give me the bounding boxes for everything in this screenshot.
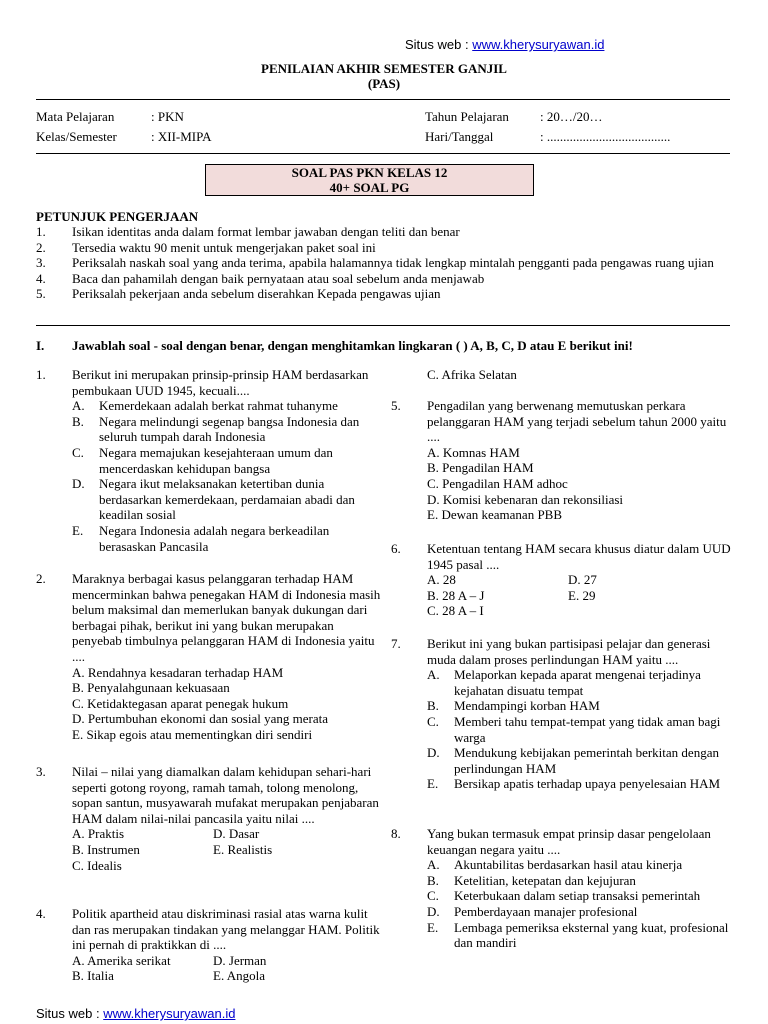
option-c[interactable]: C. Pengadilan HAM adhoc: [427, 475, 568, 491]
option-b[interactable]: B. 28 A – J: [427, 587, 485, 603]
option-c[interactable]: C. Negara memajukan kesejahteraan umum dan mencerdaskan kehidupan bangsa: [72, 444, 333, 476]
page-title: PENILAIAN AKHIR SEMESTER GANJIL: [261, 61, 507, 76]
title-box-line1: SOAL PAS PKN KELAS 12: [291, 165, 448, 180]
option-c[interactable]: C. Memberi tahu tempat-tempat yang tidak aman bagi warga: [427, 713, 721, 745]
question-number: 1.: [36, 367, 46, 382]
option-e[interactable]: E. 29: [568, 587, 596, 603]
option-d[interactable]: D. Mendukung kebijakan pemerintah berkitan dengan perlindungan HAM: [427, 745, 719, 776]
info-kelas-label: Kelas/Semester: [36, 129, 117, 144]
footer-site-label: Situs web :: [36, 1006, 100, 1021]
question-2: [36, 571, 381, 743]
option-e[interactable]: E. Bersikap apatis terhadap upaya penyelesaian HAM: [427, 776, 721, 792]
option-c[interactable]: C. Ketidaktegasan aparat penegak hukum: [72, 695, 289, 711]
question-7: [391, 636, 736, 792]
question-text: Maraknya berbagai kasus pelanggaran terhadap HAM mencerminkan bahwa penegakan HAM di Indonesia masih belum maksimal dan memerlukan banyak dukungan dari berbagai pihak, berikut ini yang bukan merupakan penyebab timbulnya pelanggaran HAM di Indonesia yaitu ....: [72, 571, 381, 664]
option-d[interactable]: D. Pemberdayaan manajer profesional: [427, 903, 638, 919]
option-a[interactable]: A. Melaporkan kepada aparat mengenai terjadinya kejahatan disuatu tempat: [427, 667, 701, 698]
question-1: [36, 367, 381, 554]
question-number: 8.: [391, 826, 401, 841]
instruction-item: 1. Isikan identitas anda dalam format lembar jawaban dengan teliti dan benar: [36, 224, 460, 239]
option-e[interactable]: E. Angola: [213, 968, 265, 984]
divider-info: [36, 153, 730, 154]
option-a[interactable]: A. Amerika serikat: [72, 952, 171, 968]
info-hari-value: : ......................................: [540, 129, 671, 144]
question-text: Politik apartheid atau diskriminasi rasial atas warna kulit dan ras merupakan tindakan yang melanggar HAM. Politik ini pernah di praktikkan di ....: [72, 906, 380, 953]
option-a[interactable]: A. 28: [427, 572, 456, 588]
question-number: 6.: [391, 541, 401, 556]
question-3: [36, 764, 381, 873]
question-4-option-c[interactable]: C. Afrika Selatan: [427, 367, 517, 382]
option-e[interactable]: E. Negara Indonesia adalah negara berkeadilan berasaskan Pancasila: [72, 522, 330, 554]
header-site: [405, 37, 604, 53]
option-a[interactable]: A. Rendahnya kesadaran terhadap HAM: [72, 664, 284, 680]
option-b[interactable]: B. Ketelitian, ketepatan dan kejujuran: [427, 872, 636, 888]
option-a[interactable]: A. Akuntabilitas berdasarkan hasil atau kinerja: [427, 857, 683, 873]
option-c[interactable]: C. Idealis: [72, 857, 122, 873]
option-c[interactable]: C. Keterbukaan dalam setiap transaksi pemerintah: [427, 888, 701, 904]
question-text: Pengadilan yang berwenang memutuskan perkara pelanggaran HAM yang terjadi sebelum tahun 2000 yaitu ....: [427, 398, 727, 445]
footer-site: [36, 1006, 235, 1022]
question-5: [391, 398, 736, 523]
question-number: 5.: [391, 398, 401, 413]
option-b[interactable]: B. Mendampingi korban HAM: [427, 698, 600, 714]
question-number: 4.: [36, 906, 46, 921]
option-e[interactable]: E. Dewan keamanan PBB: [427, 507, 563, 523]
option-a[interactable]: A. Komnas HAM: [427, 444, 520, 460]
instruction-item: 2. Tersedia waktu 90 menit untuk mengerjakan paket soal ini: [36, 239, 376, 255]
option-b[interactable]: B. Instrumen: [72, 841, 140, 857]
option-e[interactable]: E. Lembaga pemeriksa eksternal yang kuat, profesional dan mandiri: [427, 919, 729, 951]
option-d[interactable]: D. Jerman: [213, 952, 267, 968]
title-box: [205, 164, 534, 196]
footer-site-link[interactable]: www.kherysuryawan.id: [103, 1006, 236, 1021]
option-a[interactable]: A. Kemerdekaan adalah berkat rahmat tuhanyme: [72, 398, 338, 414]
divider-instructions: [36, 325, 730, 326]
option-b[interactable]: B. Penyalahgunaan kekuasaan: [72, 680, 230, 696]
instructions-list: [36, 224, 736, 302]
header-site-link[interactable]: www.kherysuryawan.id: [472, 37, 605, 52]
question-text: Berikut ini merupakan prinsip-prinsip HAM berdasarkan pembukaan UUD 1945, kecuali....: [72, 367, 369, 398]
page-subtitle: (PAS): [367, 76, 401, 91]
instruction-item: 4. Baca dan pahamilah dengan baik pernyataan atau soal sebelum anda menjawab: [36, 270, 485, 286]
section-number: I.: [36, 338, 45, 353]
section-instruction: Jawablah soal - soal dengan benar, dengan menghitamkan lingkaran ( ) A, B, C, D atau E berikut ini!: [72, 338, 633, 353]
question-6: [391, 541, 736, 619]
info-mapel-value: : PKN: [151, 109, 184, 124]
question-text: Ketentuan tentang HAM secara khusus diatur dalam UUD 1945 pasal ....: [427, 541, 731, 572]
question-8: [391, 826, 736, 951]
option-d[interactable]: D. Pertumbuhan ekonomi dan sosial yang merata: [72, 711, 328, 727]
option-d[interactable]: D. 27: [568, 572, 597, 588]
instructions-title: PETUNJUK PENGERJAAN: [36, 209, 199, 224]
header-site-label: Situs web :: [405, 37, 469, 52]
question-text: Yang bukan termasuk empat prinsip dasar pengelolaan keuangan negara yaitu ....: [427, 826, 711, 857]
question-text: Berikut ini yang bukan partisipasi pelajar dan generasi muda dalam proses perlindungan HAM yaitu ....: [427, 636, 711, 667]
title-box-line2: 40+ SOAL PG: [329, 180, 410, 195]
info-kelas-value: : XII-MIPA: [151, 129, 212, 144]
option-d[interactable]: D. Negara ikut melaksanakan ketertiban dunia berdasarkan kemerdekaan, perdamaian abadi dan keadilan sosial: [72, 476, 355, 523]
option-e[interactable]: E. Sikap egois atau mementingkan diri sendiri: [72, 726, 313, 742]
question-number: 3.: [36, 764, 46, 779]
option-b[interactable]: B. Pengadilan HAM: [427, 460, 534, 476]
question-number: 7.: [391, 636, 401, 651]
question-4: [36, 906, 381, 984]
question-number: 2.: [36, 571, 46, 586]
option-b[interactable]: B. Negara melindungi segenap bangsa Indonesia dan seluruh tumpah darah Indonesia: [72, 413, 360, 445]
option-d[interactable]: D. Komisi kebenaran dan rekonsiliasi: [427, 491, 624, 507]
divider-top: [36, 99, 730, 100]
option-e[interactable]: E. Realistis: [213, 841, 273, 857]
option-b[interactable]: B. Italia: [72, 968, 114, 984]
info-tahun-value: : 20…/20…: [540, 109, 603, 124]
info-mapel-label: Mata Pelajaran: [36, 109, 115, 124]
info-hari-label: Hari/Tanggal: [425, 129, 494, 144]
instruction-item: 5. Periksalah pekerjaan anda sebelum diserahkan Kepada pengawas ujian: [36, 286, 441, 302]
option-d[interactable]: D. Dasar: [213, 826, 260, 842]
question-text: Nilai – nilai yang diamalkan dalam kehidupan sehari-hari seperti gotong royong, ramah tamah, tolong menolong, sopan santun, musyawarah mufakat merupakan penjabaran HAM dalam nilai-nilai pancasila yaitu nilai ....: [72, 764, 379, 826]
instruction-item: 3. Periksalah naskah soal yang anda terima, apabila halamannya tidak lengkap mintalah pengganti pada pengawas ruang ujian: [36, 255, 714, 271]
info-tahun-label: Tahun Pelajaran: [425, 109, 509, 124]
option-a[interactable]: A. Praktis: [72, 826, 124, 842]
option-c[interactable]: C. 28 A – I: [427, 603, 484, 619]
